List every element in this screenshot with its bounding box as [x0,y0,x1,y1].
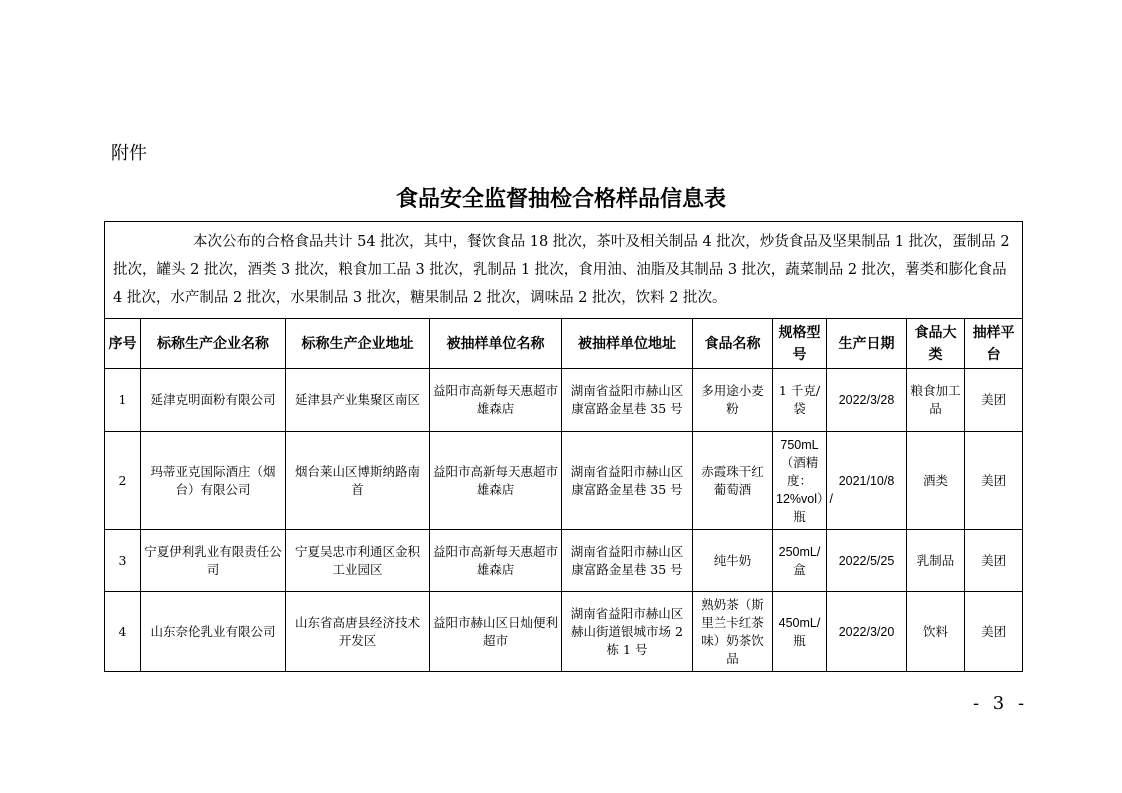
summary-row [105,222,1023,319]
table-row [105,432,1023,530]
header-food-category: 食品大类 [907,319,965,369]
page-title: 食品安全监督抽检合格样品信息表 [395,187,726,212]
cell-food-name: 赤霞珠干红葡萄酒 [693,432,773,530]
cell-producer-address: 山东省高唐县经济技术开发区 [286,592,430,672]
summary-text: 本次公布的合格食品共计 54 批次，其中，餐饮食品 18 批次，茶叶及相关制品 4 批次，炒货食品及坚果制品 1 批次，蛋制品 2 批次，罐头 2 批次，酒类 3 批次，粮食加工品 3 批次，乳制品 1 批次，食用油、油脂及其制品 3 批次，蔬菜制品 2 批次，薯类和膨化食品 4 批次，水产制品 2 批次，水果制品 3 批次，糖果制品 2 批次，调味品 2 批次，饮料 2 批次。 [105,222,1023,319]
cell-spec: 750mL（酒精度：12%vol）/瓶 [773,432,827,530]
cell-food-category: 酒类 [907,432,965,530]
cell-seq: 2 [105,432,141,530]
table-row [105,592,1023,672]
cell-production-date: 2022/3/20 [827,592,907,672]
cell-sampled-unit-name: 益阳市赫山区日灿便利超市 [430,592,562,672]
cell-producer-name: 宁夏伊利乳业有限责任公司 [141,530,286,592]
cell-production-date: 2022/3/28 [827,369,907,432]
header-seq: 序号 [105,319,141,369]
cell-producer-name: 延津克明面粉有限公司 [141,369,286,432]
header-food-name: 食品名称 [693,319,773,369]
cell-platform: 美团 [965,432,1023,530]
header-producer-name: 标称生产企业名称 [141,319,286,369]
cell-sampled-unit-address: 湖南省益阳市赫山区康富路金星巷 35 号 [562,530,693,592]
cell-producer-address: 烟台莱山区博斯纳路南首 [286,432,430,530]
table-row [105,369,1023,432]
cell-seq: 4 [105,592,141,672]
cell-food-category: 饮料 [907,592,965,672]
cell-platform: 美团 [965,592,1023,672]
cell-sampled-unit-name: 益阳市高新每天惠超市雄森店 [430,369,562,432]
cell-producer-name: 山东奈伦乳业有限公司 [141,592,286,672]
table-row [105,530,1023,592]
page-number: - 3 - [973,693,1029,714]
cell-platform: 美团 [965,530,1023,592]
header-sampled-unit-name: 被抽样单位名称 [430,319,562,369]
cell-producer-address: 延津县产业集聚区南区 [286,369,430,432]
attachment-label: 附件 [111,143,147,164]
header-spec: 规格型号 [773,319,827,369]
cell-sampled-unit-name: 益阳市高新每天惠超市雄森店 [430,432,562,530]
cell-food-name: 纯牛奶 [693,530,773,592]
cell-production-date: 2021/10/8 [827,432,907,530]
cell-food-name: 多用途小麦粉 [693,369,773,432]
cell-food-name: 熟奶茶（斯里兰卡红茶味）奶茶饮品 [693,592,773,672]
cell-food-category: 乳制品 [907,530,965,592]
header-platform: 抽样平台 [965,319,1023,369]
cell-spec: 1 千克/袋 [773,369,827,432]
cell-producer-address: 宁夏吴忠市利通区金积工业园区 [286,530,430,592]
header-row [105,319,1023,369]
cell-food-category: 粮食加工品 [907,369,965,432]
header-production-date: 生产日期 [827,319,907,369]
cell-sampled-unit-name: 益阳市高新每天惠超市雄森店 [430,530,562,592]
cell-spec: 250mL/盒 [773,530,827,592]
cell-platform: 美团 [965,369,1023,432]
sample-info-table [104,221,1023,672]
header-producer-address: 标称生产企业地址 [286,319,430,369]
cell-sampled-unit-address: 湖南省益阳市赫山区赫山街道银城市场 2 栋 1 号 [562,592,693,672]
cell-seq: 3 [105,530,141,592]
cell-seq: 1 [105,369,141,432]
cell-spec: 450mL/瓶 [773,592,827,672]
cell-sampled-unit-address: 湖南省益阳市赫山区康富路金星巷 35 号 [562,369,693,432]
cell-production-date: 2022/5/25 [827,530,907,592]
cell-producer-name: 玛蒂亚克国际酒庄（烟台）有限公司 [141,432,286,530]
cell-sampled-unit-address: 湖南省益阳市赫山区康富路金星巷 35 号 [562,432,693,530]
header-sampled-unit-address: 被抽样单位地址 [562,319,693,369]
